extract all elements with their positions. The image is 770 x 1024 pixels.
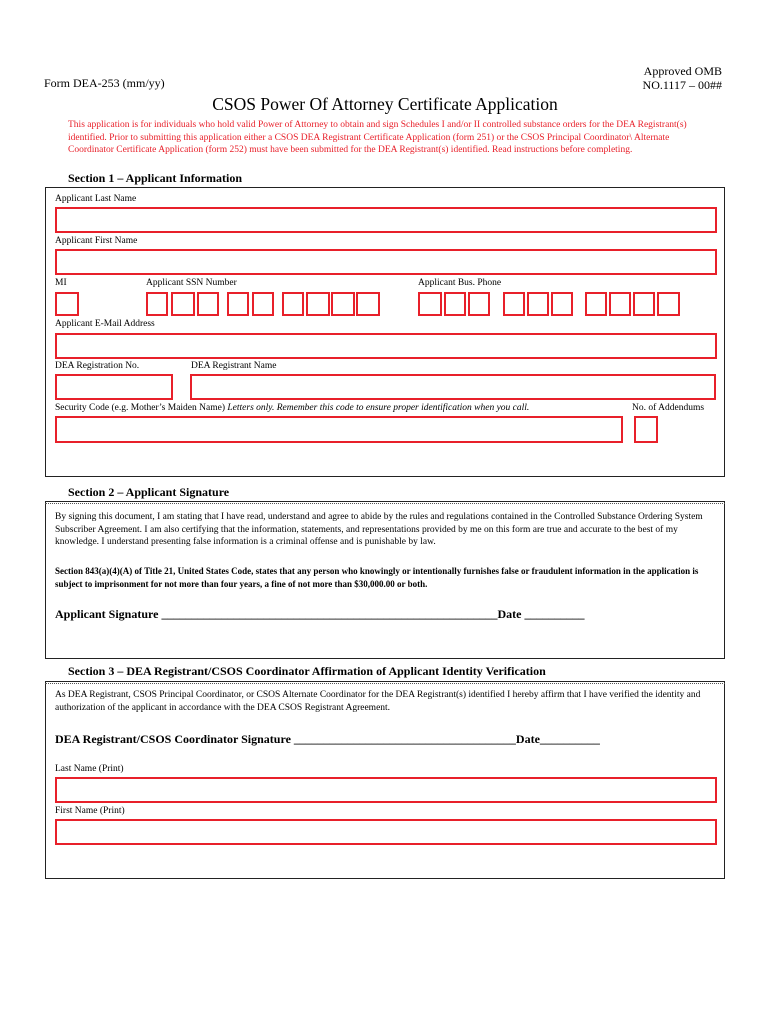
ssn-digit-box[interactable] [171,292,195,316]
phone-digit-box[interactable] [551,292,573,316]
phone-digit-box[interactable] [585,292,607,316]
ssn-digit-box[interactable] [146,292,168,316]
dea-registration-field[interactable] [55,374,173,400]
first-name-label: Applicant First Name [55,236,138,246]
section2-divider [45,503,725,504]
section3-heading: Section 3 – DEA Registrant/CSOS Coordinator Affirmation of Applicant Identity Verification [68,664,546,678]
phone-digit-box[interactable] [609,292,631,316]
section2-warning-text: Section 843(a)(4)(A) of Title 21, United States Code, states that any person who knowingly or intentionally furnishes false or fraudulent information in the application is subject to imprisonment for not more than four years, a fine of not more than $30,000.00 or both. [55,566,699,589]
page-title: CSOS Power Of Attorney Certificate Application [212,94,558,114]
ssn-label: Applicant SSN Number [146,278,237,288]
security-code-label [55,403,529,413]
mi-field[interactable] [55,292,79,316]
mi-label: MI [55,278,67,288]
security-code-note: Letters only. Remember this code to ensure proper identification when you call. [227,403,530,413]
email-label: Applicant E-Mail Address [55,319,155,329]
addendums-field[interactable] [634,416,658,443]
coordinator-signature-line[interactable]: DEA Registrant/CSOS Coordinator Signature _____________________________________Date__________ [55,732,600,746]
dea-registration-label: DEA Registration No. [55,361,140,371]
omb-number-line1: Approved OMB [643,64,722,78]
applicant-signature-line[interactable]: Applicant Signature ________________________________________________________Date __________ [55,607,585,621]
dea-registrant-name-field[interactable] [190,374,716,400]
phone-label: Applicant Bus. Phone [418,278,502,288]
security-code-label-text: Security Code (e.g. Mother’s Maiden Name) [55,403,225,413]
ssn-digit-box[interactable] [282,292,304,316]
intro-text: This application is for individuals who hold valid Power of Attorney to obtain and sign Schedules I and/or II controlled substance orders for the DEA Registrant(s) identified. Prior to submitting this application either a CSOS DEA Registrant Certificate Application (form 251) or the CSOS Principal Coordinator\ Alternate Coordinator Certificate Application (form 252) must have been submitted for the DEA Registrant(s) identified. Read instructions before completing. [68,120,687,155]
phone-digit-box[interactable] [657,292,680,316]
phone-digit-box[interactable] [468,292,490,316]
ssn-digit-box[interactable] [306,292,330,316]
print-last-name-label: Last Name (Print) [55,764,124,774]
phone-digit-box[interactable] [418,292,442,316]
section1-heading: Section 1 – Applicant Information [68,171,243,185]
addendums-label: No. of Addendums [632,403,705,413]
email-field[interactable] [55,333,717,359]
print-first-name-field[interactable] [55,819,717,845]
phone-digit-box[interactable] [503,292,525,316]
last-name-label: Applicant Last Name [55,194,137,204]
last-name-field[interactable] [55,207,717,233]
first-name-field[interactable] [55,249,717,275]
section3-affirmation-text: As DEA Registrant, CSOS Principal Coordinator, or CSOS Alternate Coordinator for the DEA Registrant(s) identified I hereby affirm that I have verified the identity and authorization of the applicant in accordance with the DEA CSOS Registrant Agreement. [55,690,701,713]
phone-digit-box[interactable] [444,292,466,316]
phone-digit-box[interactable] [527,292,549,316]
form-id: Form DEA-253 (mm/yy) [44,76,165,90]
ssn-digit-box[interactable] [356,292,380,316]
ssn-digit-box[interactable] [331,292,355,316]
phone-digit-box[interactable] [633,292,655,316]
security-code-field[interactable] [55,416,623,443]
print-last-name-field[interactable] [55,777,717,803]
ssn-digit-box[interactable] [197,292,219,316]
omb-number-line2: NO.1117 – 00## [642,78,722,92]
section3-divider [45,683,725,684]
dea-registrant-name-label: DEA Registrant Name [191,361,277,371]
print-first-name-label: First Name (Print) [55,806,125,816]
section2-agreement-text: By signing this document, I am stating that I have read, understand and agree to abide by the rules and regulations contained in the Controlled Substance Ordering System Subscriber Agreement. I am also certifying that the information, statements, and representations provided by me on this form are true and accurate to the best of my knowledge. I understand presenting false information is a criminal offense and is punishable by law. [55,512,703,547]
section2-heading: Section 2 – Applicant Signature [68,485,230,499]
ssn-digit-box[interactable] [252,292,274,316]
ssn-digit-box[interactable] [227,292,249,316]
